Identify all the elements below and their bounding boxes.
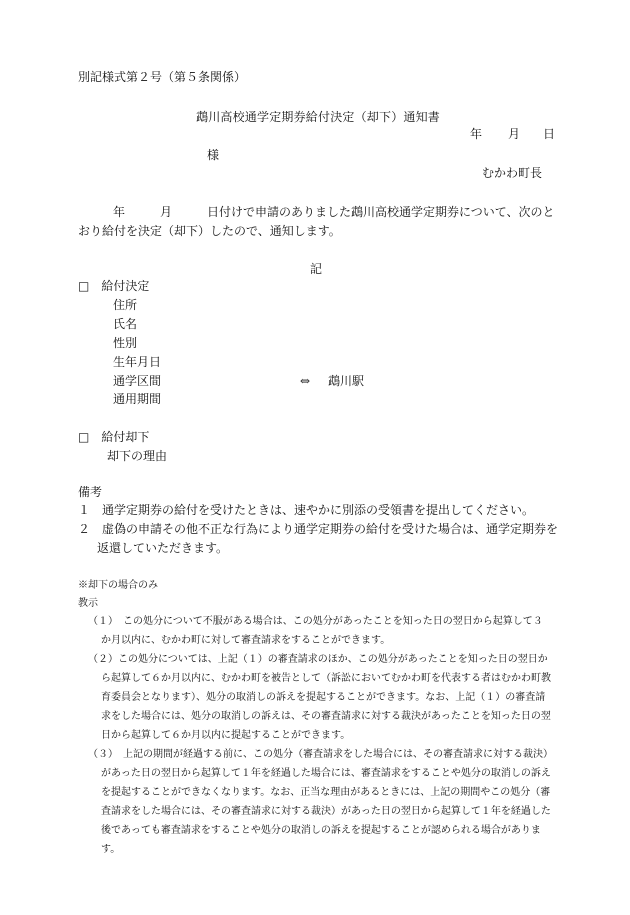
remarks-item-2-line1: ２ 虚偽の申請その他不正な行為により通学定期券の給付を受けた場合は、通学定期券を (78, 522, 559, 536)
field-name: 氏名 (113, 317, 138, 331)
notice-p3-line3: を提起することができなくなります。なお、正当な理由があるときには、上記の期間やこの処分（審 (101, 787, 551, 798)
issuer: むかわ町長 (482, 166, 543, 180)
intro-month: 月 (160, 205, 173, 219)
date-year: 年 (470, 127, 483, 141)
field-address: 住所 (113, 298, 138, 312)
route-arrow-icon: ⇔ (300, 374, 311, 388)
intro-line2: おり給付を決定（却下）したので、通知します。 (78, 224, 341, 238)
ki-mark: 記 (310, 262, 323, 276)
rejection-heading: □ 給付却下 (78, 430, 150, 444)
date-month: 月 (508, 127, 521, 141)
notice-p3-line4: 査請求をした場合には、その審査請求に対する裁決）があった日の翌日から起算して１年を経過した (101, 806, 551, 817)
route-station: 鵡川駅 (328, 374, 365, 388)
rejection-reason-label: 却下の理由 (107, 449, 168, 463)
intro-line1: 日付けで申請のありました鵡川高校通学定期券について、次のと (207, 205, 555, 219)
remarks-item-1: １ 通学定期券の給付を受けたときは、速やかに別添の受領書を提出してください。 (78, 503, 535, 517)
intro-year: 年 (113, 205, 126, 219)
notice-p2-line4: 求をした場合には、処分の取消しの訴えは、その審査請求に対する裁決があったことを知った日の翌 (101, 711, 551, 722)
notice-p3-line6: す。 (101, 844, 121, 855)
notice-p3-line5: 後であっても審査請求をすることや処分の取消しの訴えを提起することが認められる場合がありま (101, 825, 541, 836)
notice-p1-line1: （１） この処分について不服がある場合は、この処分があったことを知った日の翌日から起算して３ (88, 616, 543, 627)
remarks-heading: 備考 (78, 485, 103, 499)
document-title: 鵡川高校通学定期券給付決定（却下）通知書 (196, 110, 441, 124)
notice-p3-line2: があった日の翌日から起算して１年を経過した場合には、審査請求をすることや処分の取消しの訴え (101, 768, 551, 779)
notice-p2-line2: ら起算して６か月以内に、むかわ町を被告として（訴訟においてむかわ町を代表する者はむかわ町教 (101, 673, 551, 684)
date-day: 日 (543, 127, 556, 141)
addressee-suffix: 様 (207, 148, 220, 162)
field-route: 通学区間 (113, 374, 162, 388)
field-birthdate: 生年月日 (113, 355, 162, 369)
notice-p2-line1: （２）この処分については、上記（１）の審査請求のほか、この処分があったことを知った日の翌日か (88, 654, 548, 665)
notice-heading: 教示 (78, 598, 98, 609)
field-validity: 通用期間 (113, 392, 162, 406)
notice-p2-line3: 育委員会となります）、処分の取消しの訴えを提起することができます。なお、上記（１）の審査請 (101, 692, 546, 703)
notice-p1-line2: か月以内に、むかわ町に対して審査請求をすることができます。 (101, 635, 391, 646)
field-gender: 性別 (113, 336, 138, 350)
notice-p3-line1: （３） 上記の期間が経過する前に、この処分（審査請求をした場合には、その審査請求に対する裁決） (88, 749, 553, 760)
form-number: 別記様式第２号（第５条関係） (78, 70, 247, 84)
notice-p2-line5: 日から起算して６か月以内に提起することができます。 (101, 730, 351, 741)
rejection-only-note: ※却下の場合のみ (78, 580, 158, 591)
remarks-item-2-line2: 返還していただきます。 (97, 541, 229, 555)
approval-heading: □ 給付決定 (78, 279, 150, 293)
